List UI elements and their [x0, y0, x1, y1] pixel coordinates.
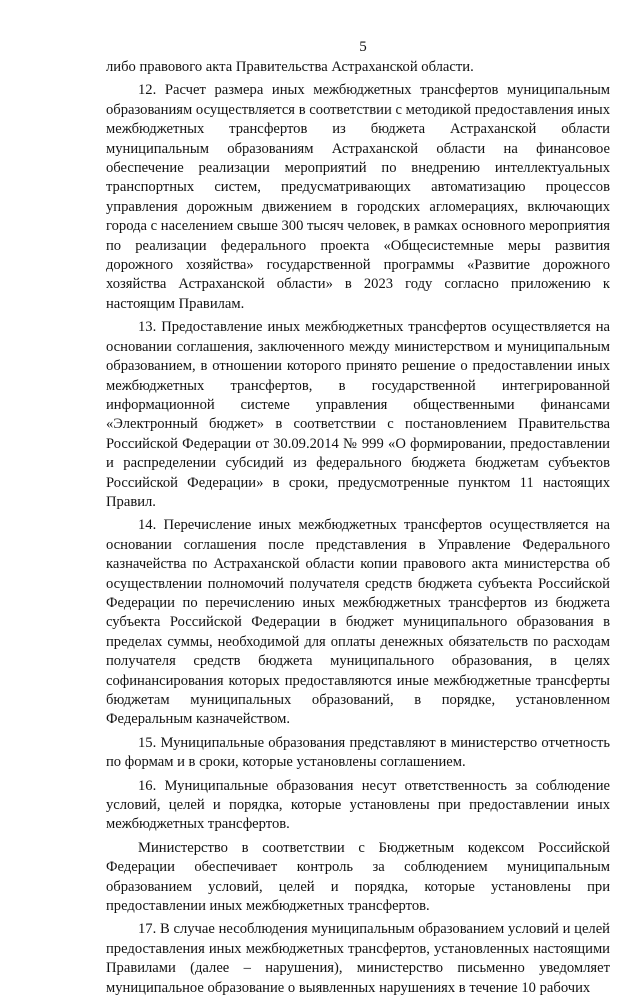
paragraph-continuation: либо правового акта Правительства Астраханской области.: [106, 59, 474, 75]
paragraph-17: 17. В случае несоблюдения муниципальным образованием условий и целей предоставления иных межбюджетных трансфертов, установленных настоящими Правилами (далее – нарушения), министерство письменно уведомляет муниципальное образование о выявленных нарушениях в течение 10 рабочих: [106, 921, 610, 996]
paragraph-15: 15. Муниципальные образования представляют в министерство отчетность по формам и в сроки, которые установлены соглашением.: [106, 734, 610, 771]
paragraph-13: 13. Предоставление иных межбюджетных трансфертов осуществляется на основании соглашения, заключенного между министерством и муниципальным образованием, в отношении которого принято решение о предоставлении иных межбюджетных трансфертов, в государственной интегрированной информационной системе управления общественными финансами «Электронный бюджет» в соответствии с постановлением Правительства Российской Федерации от 30.09.2014 № 999 «О формировании, предоставлении и распределении субсидий из федерального бюджета бюджетам субъектов Российской Федерации» в сроки, предусмотренные пунктом 11 настоящих Правил.: [106, 319, 610, 510]
paragraph-16: 16. Муниципальные образования несут ответственность за соблюдение условий, целей и порядка, которые установлены при предоставлении иных межбюджетных трансфертов.: [106, 777, 610, 833]
paragraph-14: 14. Перечисление иных межбюджетных трансфертов осуществляется на основании соглашения после представления в Управление Федерального казначейства по Астраханской области копии правового акта министерства об осуществлении полномочий получателя средств бюджета субъекта Российской Федерации по перечислению иных межбюджетных трансфертов из бюджета субъекта Российской Федерации в бюджет муниципального образования в пределах суммы, необходимой для оплаты денежных обязательств по расходам получателя средств бюджета муниципального образования, в целях софинансирования которых предоставляются иные межбюджетные трансферты бюджетам муниципальных образований, в порядке, установленном Федеральным казначейством.: [106, 517, 610, 728]
page-number: 5: [359, 39, 367, 55]
paragraph-ministry-control: Министерство в соответствии с Бюджетным кодексом Российской Федерации обеспечивает контроль за соблюдением муниципальным образованием условий, целей и порядка, которые установлены при предоставлении иных межбюджетных трансфертов.: [106, 839, 610, 915]
paragraph-12: 12. Расчет размера иных межбюджетных трансфертов муниципальным образованиям осуществляется в соответствии с методикой предоставления иных межбюджетных трансфертов из бюджета Астраханской области муниципальным образованиям Астраханской области на финансовое обеспечение реализации мероприятий по внедрению интеллектуальных транспортных систем, предусматривающих автоматизацию процессов управления дорожным движением в городских агломерациях, включающих города с населением свыше 300 тысяч человек, в рамках основного мероприятия по реализации федерального проекта «Общесистемные меры развития дорожного хозяйства» государственной программы «Развитие дорожного хозяйства Астраханской области» в 2023 году согласно приложению к настоящим Правилам.: [106, 82, 610, 312]
